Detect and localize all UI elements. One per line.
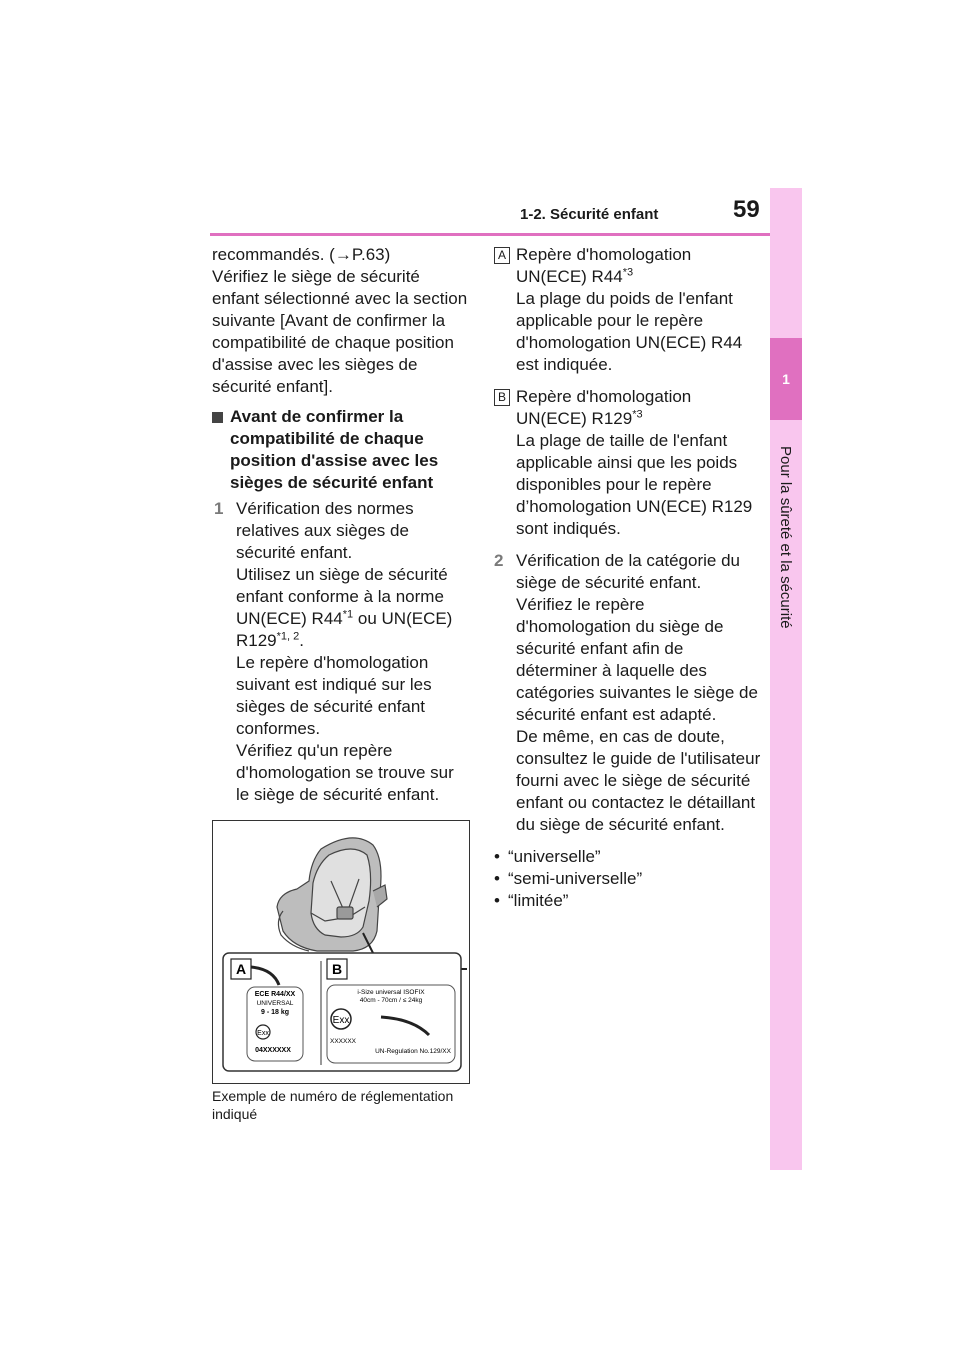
chapter-number: 1 [770,338,802,420]
step-2 [492,550,762,836]
section-heading: Avant de confirmer la compatibilité de chaque position d'assise avec les sièges de sécurité enfant [212,406,470,494]
item-b-body: La plage de taille de l'enfant applicable ainsi que les poids disponibles pour le repère d’homologation UN(ECE) R129 sont indiqués. [516,431,753,538]
left-column [212,244,470,816]
step-1 [212,498,470,806]
r129-code-text: XXXXXX [329,1038,357,1045]
child-seat-illustration [213,821,469,1083]
step-2-doubt: De même, en cas de doute, consultez le guide de l'utilisateur fourni avec le siège de sécurité enfant ou contactez le détaillant du siège de sécurité enfant. [516,727,761,834]
page-reference-link[interactable]: P.63) [351,245,391,264]
section-title: 1-2. Sécurité enfant [520,206,659,223]
step-1-title: Vérification des normes relatives aux sièges de sécurité enfant. [236,499,414,562]
step-number: 2 [494,551,504,570]
child-seat-icon [277,838,387,951]
chapter-title: Pour la sûreté et la sécurité [777,446,794,629]
label-box-a: A [494,247,510,264]
step-1-standard: Utilisez un siège de sécurité enfant conforme à la norme UN(ECE) R44$^{*1}$ ou UN(ECE) R129$^{*1, 2}$. [236,565,453,650]
footnote-ref: *1 [342,608,354,621]
item-a [492,244,762,376]
child-seat-figure [212,820,470,1084]
header-divider [210,233,770,236]
list-item: • “universelle” [494,847,601,866]
r44-weight-text: 9 - 18 kg [260,1009,290,1016]
step-1-mark-info: Le repère d'homologation suivant est indiqué sur les sièges de sécurité enfant conformes. [236,653,432,738]
label-box-b: B [494,389,510,406]
r44-category-text: UNIVERSAL [256,1000,294,1007]
r44-standard-text: ECE R44/XX [254,991,296,998]
r129-standard-text: i-Size universal ISOFIX [357,989,425,996]
item-b-title: Repère d'homologation UN(ECE) R129$^{*3}$ [516,387,692,428]
r44-e-mark-text: Exx [257,1030,269,1037]
r129-regulation-text: UN-Regulation No.129/XX [375,1048,451,1055]
figure-label-a: A [235,961,247,977]
square-bullet-icon [212,412,223,423]
list-item: • “semi-universelle” [494,869,643,888]
figure-caption: Exemple de numéro de réglementation indiqué [212,1088,454,1122]
list-item: • “limitée” [494,891,569,910]
page-number: 59 [733,196,760,223]
right-column [492,244,762,912]
step-1-verify: Vérifiez qu'un repère d'homologation se trouve sur le siège de sécurité enfant. [236,741,454,804]
step-number: 1 [214,499,224,518]
footnote-ref: *3 [622,266,634,279]
arrow-icon: → [334,245,352,264]
item-b [492,386,762,540]
intro-text: recommandés. (→P.63) [212,245,391,264]
r129-e-mark-text: Exx [332,1015,350,1026]
intro-check-text: Vérifiez le siège de sécurité enfant sélectionné avec la section suivante [Avant de confirmer la compatibilité de chaque position d'assise avec les sièges de sécurité enfant]. [212,267,468,396]
footnote-ref: *3 [632,408,643,421]
chapter-side-tab [770,188,802,1170]
r129-range-text: 40cm - 70cm / ≤ 24kg [359,997,423,1004]
step-2-title: Vérification de la catégorie du siège de sécurité enfant. [516,551,740,592]
step-2-verify: Vérifiez le repère d'homologation du siège de sécurité enfant afin de déterminer à laquelle des catégories suivantes le siège de sécurité enfant est adapté. [516,595,758,724]
item-a-body: La plage du poids de l'enfant applicable pour le repère d'homologation UN(ECE) R44 est indiquée. [516,289,743,374]
r44-code-text: 04XXXXXX [255,1047,291,1054]
footnote-ref: *1, 2 [276,630,300,643]
figure-label-b: B [331,961,343,977]
item-a-title: Repère d'homologation UN(ECE) R44$^{*3}$ [516,245,692,286]
